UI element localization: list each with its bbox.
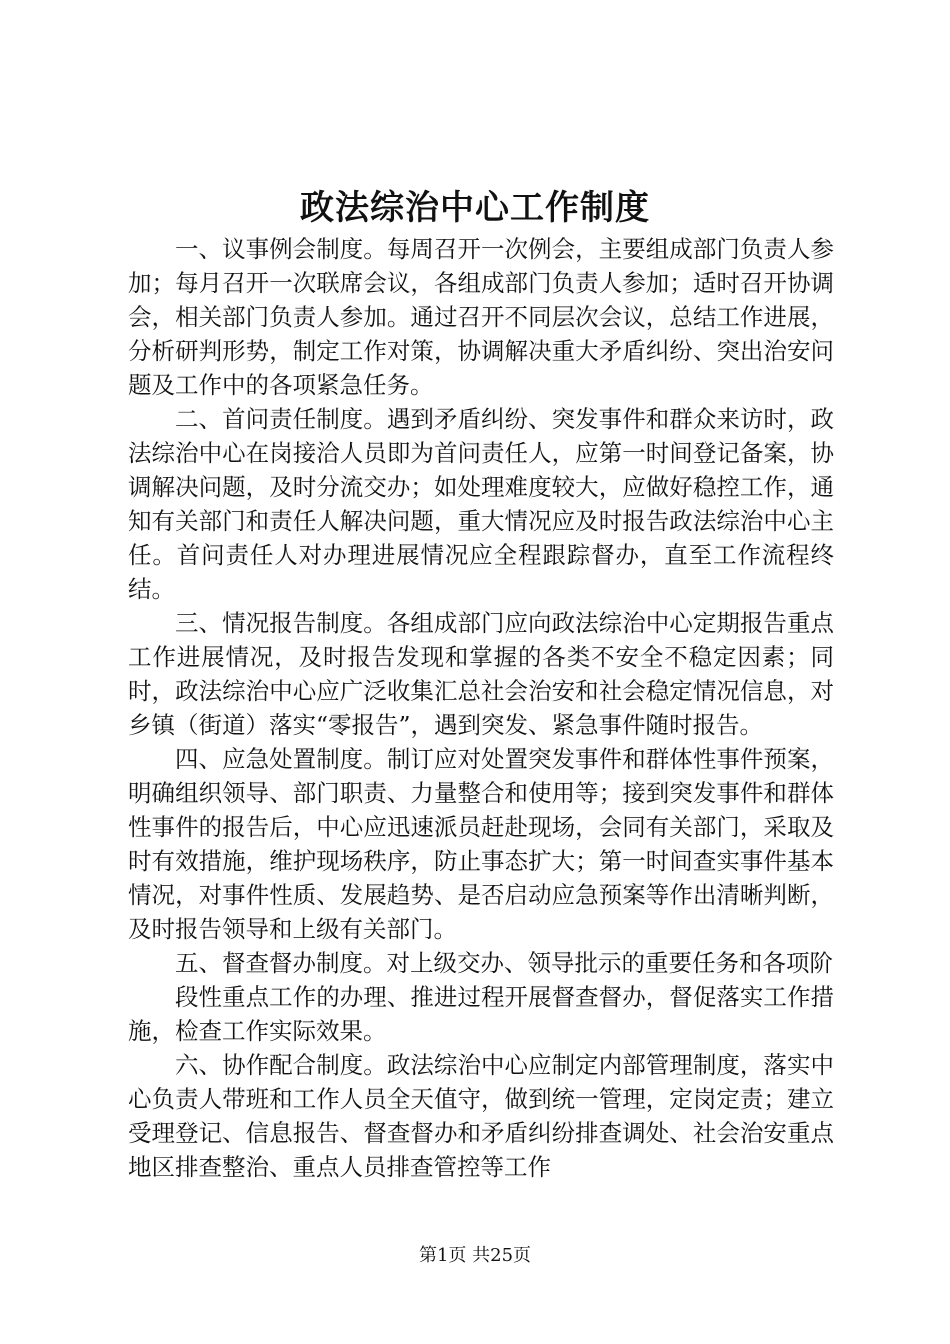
- paragraph-7: 六、协作配合制度。政法综治中心应制定内部管理制度，落实中心负责人带班和工作人员全天值守，做到统一管理，定岗定责；建立受理登记、信息报告、督查督办和矛盾纠纷排查调处、社会治安重点地区排查整治、重点人员排查管控等工作: [128, 1051, 834, 1181]
- paragraph-3: 三、情况报告制度。各组成部门应向政法综治中心定期报告重点工作进展情况，及时报告发现和掌握的各类不安全不稳定因素；同时，政法综治中心应广泛收集汇总社会治安和社会稳定情况信息，对乡镇（街道）落实“零报告”，遇到突发、紧急事件随时报告。: [128, 609, 834, 739]
- page-number-footer: 第1页 共25页: [418, 1245, 532, 1266]
- paragraph-6: 段性重点工作的办理、推进过程开展督查督办，督促落实工作措施，检查工作实际效果。: [128, 983, 834, 1045]
- paragraph-5: 五、督查督办制度。对上级交办、领导批示的重要任务和各项阶: [175, 949, 833, 977]
- document-body: [128, 232, 834, 1184]
- paragraph-4: 四、应急处置制度。制订应对处置突发事件和群体性事件预案，明确组织领导、部门职责、力量整合和使用等；接到突发事件和群体性事件的报告后，中心应迅速派员赶赴现场，会同有关部门，采取及时有效措施，维护现场秩序，防止事态扩大；第一时间查实事件基本情况，对事件性质、发展趋势、是否启动应急预案等作出清晰判断，及时报告领导和上级有关部门。: [128, 745, 834, 943]
- document-title: 政法综治中心工作制度: [300, 188, 650, 228]
- paragraph-1: 一、议事例会制度。每周召开一次例会，主要组成部门负责人参加；每月召开一次联席会议，各组成部门负责人参加；适时召开协调会，相关部门负责人参加。通过召开不同层次会议，总结工作进展，分析研判形势，制定工作对策，协调解决重大矛盾纠纷、突出治安问题及工作中的各项紧急任务。: [128, 235, 834, 399]
- paragraph-2: 二、首问责任制度。遇到矛盾纠纷、突发事件和群众来访时，政法综治中心在岗接洽人员即为首问责任人，应第一时间登记备案，协调解决问题，及时分流交办；如处理难度较大，应做好稳控工作，通知有关部门和责任人解决问题，重大情况应及时报告政法综治中心主任。首问责任人对办理进展情况应全程跟踪督办，直至工作流程终结。: [128, 405, 834, 603]
